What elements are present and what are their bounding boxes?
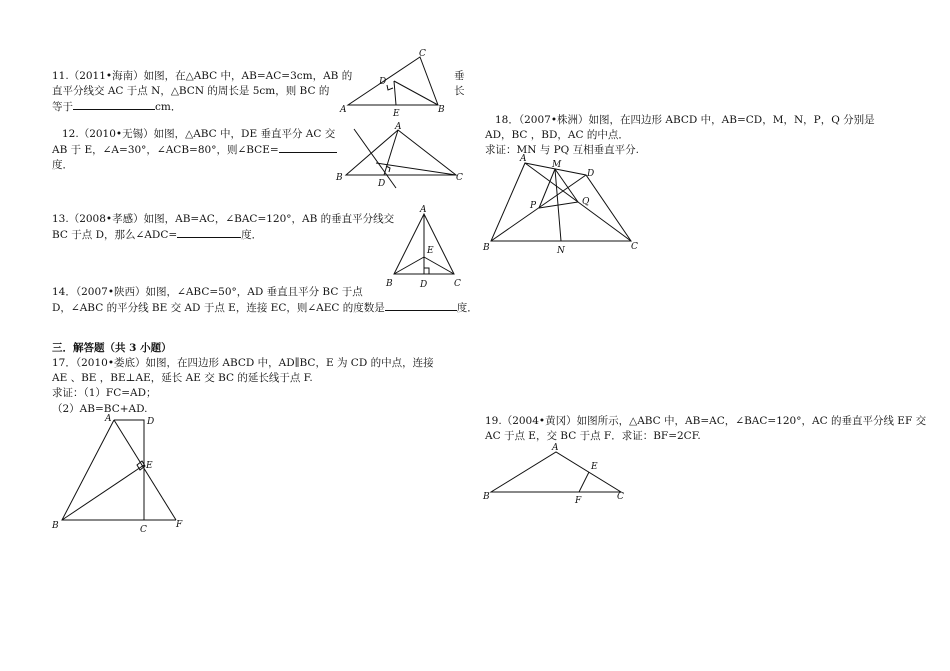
problem-13-line2-prefix: BC 于点 D，那么∠ADC= [52,229,178,242]
problem-12 [52,127,337,174]
perp-bisector-12 [354,129,396,188]
label-a-13: A [420,205,427,215]
problem-11-line1: 11.（2011•海南）如图，在△ABC 中，AB=AC=3cm，AB 的 [52,70,353,82]
problem-11-line3-prefix: 等于 [52,101,73,114]
label-b-17: B [52,521,59,531]
problem-13 [52,212,394,243]
segment-mq-18 [555,169,578,202]
triangle-abc-12 [346,130,456,175]
label-e-11: E [393,109,400,119]
label-b-19: B [483,492,490,502]
problem-12-line2-prefix: AB 于 E，∠A=30°，∠ACB=80°，则∠BCE= [52,144,279,157]
label-b-12: B [336,173,343,183]
problem-18-line3: 求证：MN 与 PQ 互相垂直平分. [485,144,639,157]
answer-blank-11[interactable] [73,99,155,110]
figure-12 [336,120,466,190]
problem-12-line1: 12.（2010•无锡）如图，△ABC 中，DE 垂直平分 AC 交 [62,128,336,140]
right-angle-mark-13 [424,268,429,274]
problem-14-line1: 14．（2007•陕西）如图，∠ABC=50°，AD 垂直且平分 BC 于点 [52,286,363,298]
perp-bisector-ef-19 [579,472,589,492]
problem-19-line2: AC 于点 E，交 BC 于点 F．求证：BF=2CF. [485,430,701,443]
section-3-title: 三．解答题（共 3 小题） [52,342,172,354]
triangle-abc-19 [491,452,621,492]
label-b-13: B [386,279,393,289]
label-m-18: M [552,160,562,170]
problem-11 [52,69,352,116]
figure-19 [483,440,628,506]
label-q-18: Q [582,197,590,207]
figure-11 [338,49,450,119]
problem-17-line3: 求证：（1）FC=AD； [52,387,157,400]
label-a-18: A [520,154,527,164]
answer-blank-12[interactable] [279,142,337,153]
label-c-17: C [140,525,147,535]
label-e-19: E [591,462,598,472]
problem-17 [52,356,434,417]
segment-be-17 [62,465,144,520]
label-n-18: N [557,246,565,256]
problem-18-line2: AD，BC ，BD，AC 的中点． [485,129,629,142]
problem-17-line4: （2）AB=BC+AD. [52,402,148,415]
label-d-11: D [379,77,387,87]
problem-11-side-top: 垂 [454,70,465,82]
quad-outline-17 [62,420,144,520]
label-c-19: C [617,492,624,502]
segment-bn-11 [394,81,438,105]
label-d-18: D [587,169,595,179]
label-f-17: F [176,520,183,530]
problem-11-line3-suffix: cm． [155,101,182,114]
problem-11-side-bottom: 长 [454,85,465,97]
segment-ce-12 [376,163,456,175]
label-a-11: A [340,105,347,115]
label-p-18: P [530,201,537,211]
label-e-17: E [146,461,153,471]
label-f-19: F [575,496,582,506]
problem-17-line1: 17．（2010•娄底）如图，在四边形 ABCD 中，AD∥BC，E 为 CD 的中点，连接 [52,357,434,369]
label-c-12: C [456,173,463,183]
problem-12-line3: 度． [52,159,73,172]
label-a-12: A [395,122,402,132]
problem-14-line2-prefix: D，∠ABC 的平分线 BE 交 AD 于点 E，连接 EC，则∠AEC 的度数是 [52,302,385,315]
figure-13 [382,202,466,290]
label-d-13: D [420,280,428,290]
quad-abcd-18 [491,163,631,241]
label-c-13: C [454,279,461,289]
problem-19-line1: 19.（2004•黄冈）如图所示，△ABC 中，AB=AC，∠BAC=120°，AC 的垂直平分线 EF 交 [485,415,927,427]
problem-14-line2-suffix: 度． [456,302,478,315]
perp-bisector-11 [394,81,396,105]
problem-13-line2-suffix: 度． [241,229,263,242]
label-d-17: D [147,417,155,427]
problem-18-line1: 18．（2007•株洲）如图，在四边形 ABCD 中，AB=CD，M，N，P，Q 分别是 [495,114,875,126]
right-angle-mark-11 [387,85,393,90]
problem-17-line2: AE 、BE ，BE⊥AE，延长 AE 交 BC 的延长线于点 F. [52,372,313,385]
label-a-19: A [552,443,559,453]
label-d-12: D [378,179,386,189]
segment-af-17 [114,420,176,520]
problem-11-line2: 直平分线交 AC 于点 N，△BCN 的周长是 5cm，则 BC 的 [52,85,330,98]
label-b-11: B [438,105,445,115]
label-e-13: E [427,246,434,256]
problem-14 [52,285,478,316]
problem-13-line1: 13.（2008•孝感）如图，AB=AC，∠BAC=120°，AB 的垂直平分线交 [52,213,395,225]
figure-17 [48,410,198,538]
label-b-18: B [483,243,490,253]
segment-be-12 [384,130,398,175]
figure-18 [483,150,645,255]
answer-blank-14[interactable] [385,300,457,311]
label-c-18: C [631,242,638,252]
label-a-17: A [105,414,112,424]
answer-blank-13[interactable] [177,227,241,238]
label-c-11: C [419,49,426,59]
